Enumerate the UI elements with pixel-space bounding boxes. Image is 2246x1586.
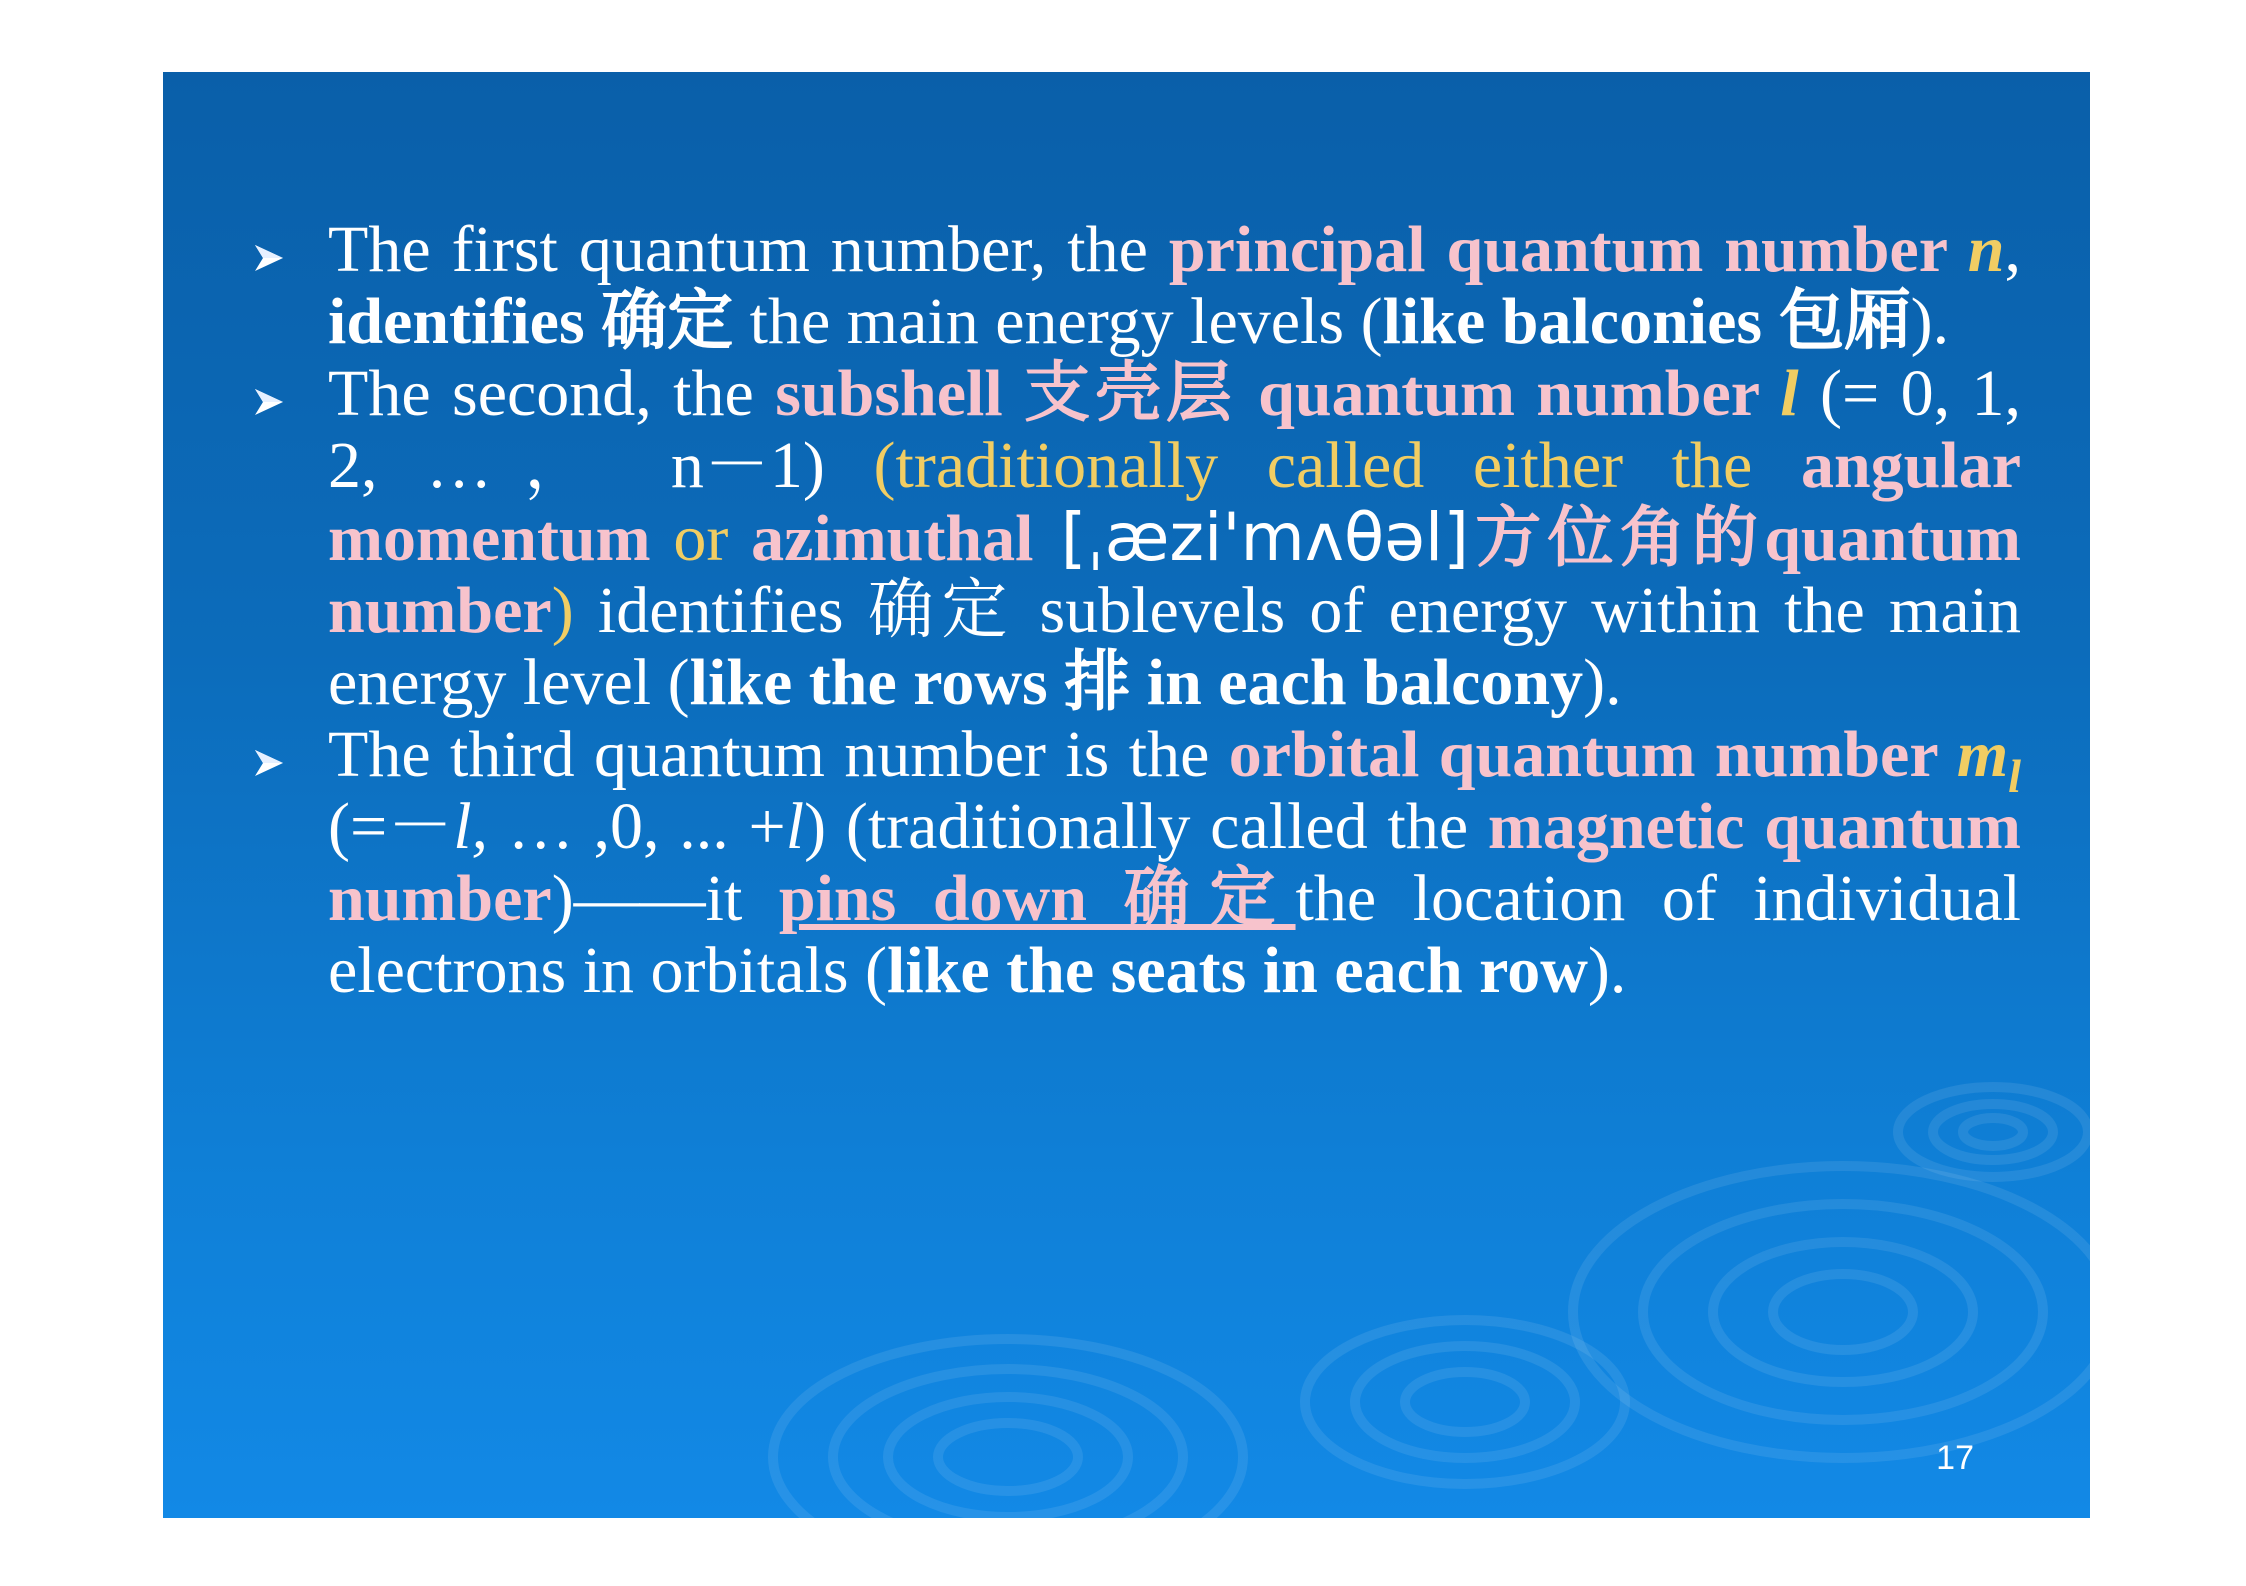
text-run: like the rows 排 in each balcony <box>689 646 1584 719</box>
bullet-orbital-quantum-number <box>251 719 2021 1007</box>
text-run: ) (traditionally called the <box>804 790 1488 863</box>
text-run: (traditionally called either the <box>873 429 1801 502</box>
text-run: (=－ <box>328 790 454 863</box>
text-run: pins down 确定 <box>778 862 1296 935</box>
text-run: like balconies 包厢 <box>1382 285 1911 358</box>
bullet-text <box>328 214 2021 358</box>
text-run: or <box>650 502 752 575</box>
text-run: ). <box>1583 646 1622 719</box>
text-run: 方位角的quantum number <box>328 502 2022 647</box>
text-run: the location of individual electrons in orbitals ( <box>328 862 2021 1007</box>
text-run: magnetic quantum number <box>328 790 2021 935</box>
text-run: l <box>2008 751 2021 803</box>
bullet-text <box>328 719 2021 1007</box>
bullet-principal-quantum-number <box>251 214 2021 358</box>
arrow-bullet-icon <box>253 242 285 274</box>
text-run: like the seats in each row <box>887 934 1588 1007</box>
bullet-subshell-quantum-number <box>251 358 2021 719</box>
text-run: l, <box>453 790 489 863</box>
text-run: l <box>785 790 805 863</box>
page-number: 17 <box>1936 1439 1974 1477</box>
slide <box>163 72 2090 1518</box>
slide-content <box>251 214 2090 1007</box>
arrow-bullet-icon <box>253 386 285 418</box>
text-run: (= 0, 1, 2, …， n－1) <box>328 357 2021 502</box>
text-run: The first quantum number, the <box>328 213 1169 286</box>
text-run: [ˌæzi'mʌθəl] <box>1033 499 1469 576</box>
text-run: identifies 确定 <box>328 285 734 358</box>
text-run: orbital quantum number <box>1228 718 1957 791</box>
text-run: ). <box>1587 934 1627 1007</box>
text-run: The second, the <box>328 357 776 430</box>
arrow-bullet-icon <box>253 747 285 779</box>
text-run: m <box>1956 718 2009 791</box>
text-run: identifies 确定 sublevels of energy within the main energy level ( <box>328 574 2021 719</box>
text-run: azimuthal <box>751 502 1034 575</box>
text-run: the main energy levels ( <box>733 285 1383 358</box>
text-run: subshell 支壳层 quantum number <box>775 357 1781 430</box>
bullet-text <box>328 358 2021 719</box>
text-run: principal quantum number <box>1168 213 1968 286</box>
text-run: l <box>1780 357 1799 430</box>
text-run: ) <box>551 574 574 647</box>
text-run: , <box>2004 213 2021 286</box>
text-run: )——it <box>551 862 779 935</box>
text-run: angular momentum <box>328 429 2022 575</box>
text-run: ). <box>1910 285 1950 358</box>
text-run: The third quantum number is the <box>328 718 1229 791</box>
text-run: … ,0, ... + <box>488 790 786 863</box>
text-run: n <box>1967 213 2005 286</box>
